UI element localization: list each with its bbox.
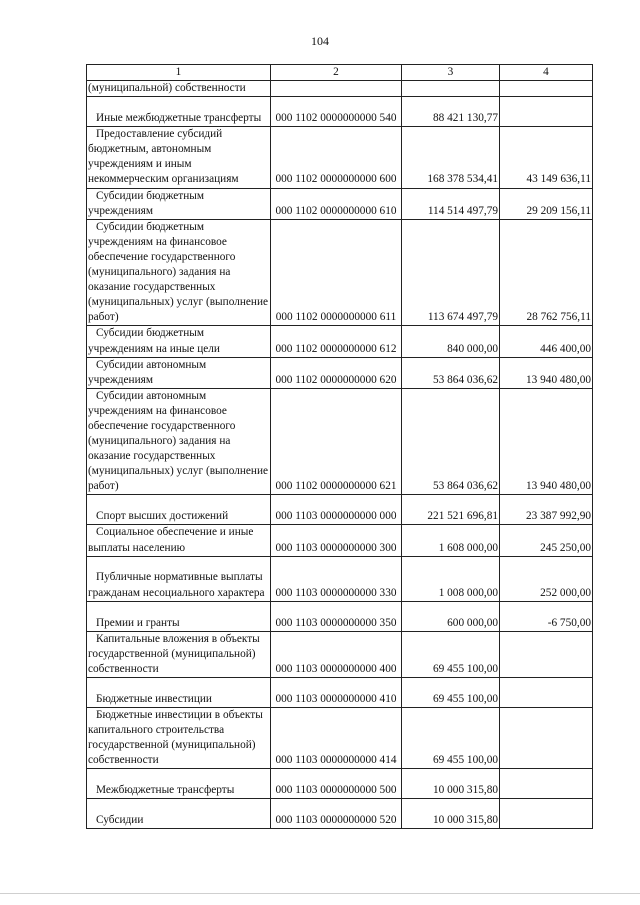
row-amount-col3: 114 514 497,79: [402, 188, 500, 219]
row-name: Субсидии бюджетным учреждениям: [87, 188, 271, 219]
table-row: [87, 677, 593, 707]
budget-table: [86, 64, 593, 829]
row-amount-col3: 221 521 696,81: [402, 495, 500, 525]
header-col-2: 2: [271, 65, 402, 81]
row-name: (муниципальной) собственности: [87, 81, 271, 97]
table-row: [87, 799, 593, 829]
row-code: 000 1102 0000000000 610: [271, 188, 402, 219]
row-amount-col4: 13 940 480,00: [500, 388, 593, 495]
row-amount-col4: 29 209 156,11: [500, 188, 593, 219]
table-row: [87, 388, 593, 495]
table-row: [87, 769, 593, 799]
row-code: 000 1102 0000000000 620: [271, 357, 402, 388]
bottom-divider: [0, 893, 640, 894]
table-row: [87, 495, 593, 525]
table-row: [87, 525, 593, 556]
row-name: Социальное обеспечение и иные выплаты населению: [87, 525, 271, 556]
row-name: Субсидии: [87, 799, 271, 829]
row-amount-col4: 23 387 992,90: [500, 495, 593, 525]
table-row: [87, 219, 593, 326]
row-code: 000 1103 0000000000 410: [271, 677, 402, 707]
row-name: Субсидии бюджетным учреждениям на финансовое обеспечение государственного (муниципального) задания на оказание государственных (муниципальных) услуг (выполнение работ): [87, 219, 271, 326]
row-name: Иные межбюджетные трансферты: [87, 97, 271, 127]
row-amount-col4: 245 250,00: [500, 525, 593, 556]
row-amount-col3: 10 000 315,80: [402, 769, 500, 799]
row-code: 000 1103 0000000000 400: [271, 631, 402, 677]
row-amount-col3: 1 608 000,00: [402, 525, 500, 556]
table-row: [87, 81, 593, 97]
row-amount-col4: 13 940 480,00: [500, 357, 593, 388]
row-amount-col4: [500, 677, 593, 707]
row-name: Спорт высших достижений: [87, 495, 271, 525]
row-amount-col4: -6 750,00: [500, 601, 593, 631]
table-row: [87, 707, 593, 768]
table-row: [87, 326, 593, 357]
row-amount-col3: 600 000,00: [402, 601, 500, 631]
row-name: Субсидии автономным учреждениям на финансовое обеспечение государственного (муниципального) задания на оказание государственных (муниципальных) услуг (выполнение работ): [87, 388, 271, 495]
row-name: Межбюджетные трансферты: [87, 769, 271, 799]
row-code: 000 1103 0000000000 300: [271, 525, 402, 556]
row-amount-col3: 840 000,00: [402, 326, 500, 357]
row-amount-col3: 168 378 534,41: [402, 127, 500, 188]
row-amount-col4: 28 762 756,11: [500, 219, 593, 326]
row-amount-col4: [500, 81, 593, 97]
row-name: Субсидии автономным учреждениям: [87, 357, 271, 388]
page-number: 104: [311, 34, 329, 48]
row-code: 000 1102 0000000000 612: [271, 326, 402, 357]
row-amount-col3: 1 008 000,00: [402, 556, 500, 601]
table-row: [87, 631, 593, 677]
row-code: 000 1102 0000000000 600: [271, 127, 402, 188]
row-amount-col4: [500, 707, 593, 768]
table-row: [87, 127, 593, 188]
header-col-4: 4: [500, 65, 593, 81]
row-code: 000 1102 0000000000 540: [271, 97, 402, 127]
row-code: [271, 81, 402, 97]
table-row: [87, 601, 593, 631]
row-code: 000 1103 0000000000 414: [271, 707, 402, 768]
row-amount-col4: 43 149 636,11: [500, 127, 593, 188]
row-amount-col3: 53 864 036,62: [402, 388, 500, 495]
row-amount-col3: 69 455 100,00: [402, 631, 500, 677]
row-amount-col4: [500, 97, 593, 127]
table-row: [87, 97, 593, 127]
row-amount-col3: 53 864 036,62: [402, 357, 500, 388]
row-amount-col3: 69 455 100,00: [402, 677, 500, 707]
table-row: [87, 556, 593, 601]
header-col-3: 3: [402, 65, 500, 81]
row-code: 000 1103 0000000000 000: [271, 495, 402, 525]
row-amount-col4: [500, 769, 593, 799]
row-code: 000 1103 0000000000 330: [271, 556, 402, 601]
row-name: Бюджетные инвестиции: [87, 677, 271, 707]
row-code: 000 1102 0000000000 611: [271, 219, 402, 326]
header-col-1: 1: [87, 65, 271, 81]
row-amount-col3: 69 455 100,00: [402, 707, 500, 768]
table-row: [87, 188, 593, 219]
row-amount-col3: 88 421 130,77: [402, 97, 500, 127]
row-name: Премии и гранты: [87, 601, 271, 631]
table-row: [87, 357, 593, 388]
row-name: Предоставление субсидий бюджетным, автономным учреждениям и иным некоммерческим организациям: [87, 127, 271, 188]
row-amount-col3: [402, 81, 500, 97]
row-code: 000 1103 0000000000 500: [271, 769, 402, 799]
row-amount-col3: 10 000 315,80: [402, 799, 500, 829]
row-name: Капитальные вложения в объекты государственной (муниципальной) собственности: [87, 631, 271, 677]
row-name: Бюджетные инвестиции в объекты капитального строительства государственной (муниципальной) собственности: [87, 707, 271, 768]
header-row: [87, 65, 593, 81]
row-amount-col4: 446 400,00: [500, 326, 593, 357]
row-amount-col4: 252 000,00: [500, 556, 593, 601]
row-amount-col4: [500, 631, 593, 677]
row-name: Субсидии бюджетным учреждениям на иные цели: [87, 326, 271, 357]
row-code: 000 1102 0000000000 621: [271, 388, 402, 495]
row-code: 000 1103 0000000000 350: [271, 601, 402, 631]
row-name: Публичные нормативные выплаты гражданам несоциального характера: [87, 556, 271, 601]
row-code: 000 1103 0000000000 520: [271, 799, 402, 829]
row-amount-col4: [500, 799, 593, 829]
row-amount-col3: 113 674 497,79: [402, 219, 500, 326]
